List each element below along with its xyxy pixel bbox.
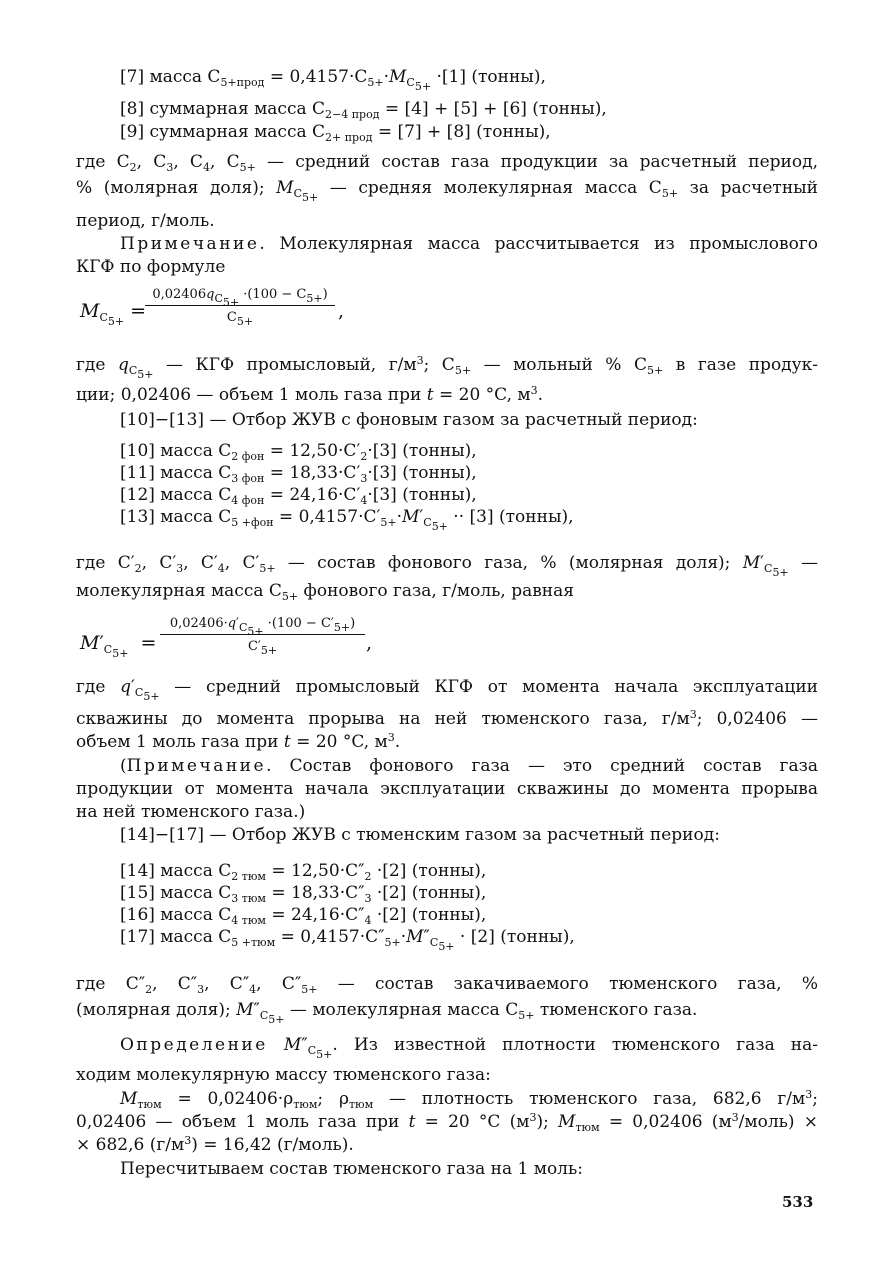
formula-12: [12] масса $C_{4 фон} = 24,16\cdot C'_4\cdot[3]$ (тонны), [120,485,477,507]
formula-16: [16] масса $C_{4 тюм} = 24,16\cdot C''_4 \cdot[2]$ (тонны), [120,905,487,927]
paragraph-bg-1: где $C'_2$, $C'_3$, $C'_4$, $C'_{5+}$ — состав фонового газа, % (молярная доля); $M'_{C_{5+}}$ — [76,553,818,579]
formula-mc5-fraction: $\frac{0,02406q_{C_{5+}} \cdot(100 - C_{5+})}{C_{5+}}$ [145,287,335,325]
mt-line-3: × 682,6 $(г/м^3) = 16,42$ (г/моль). [76,1134,354,1155]
formula-7: [7] масса $C_{5+прод} = 0,4157\cdot C_{5+}\cdot M_{C_{5+}} \cdot[1]$ (тонны), [120,67,546,93]
page-number: 533 [782,1193,814,1211]
paragraph-bg-2: молекулярная масса $C_{5+}$ фонового газа, г/моль, равная [76,581,574,603]
formula-10: [10] масса $C_{2 фон} = 12,50\cdot C'_2\cdot[3]$ (тонны), [120,441,477,463]
formula-mc5-lhs: $M_{C_{5+}}$ = [80,300,147,328]
paragraph-tg-2: (молярная доля); $M''_{C_{5+}}$ — молекулярная масса $C_{5+}$ тюменского газа. [76,1000,698,1026]
note-2-line-2: продукции от момента начала эксплуатации скважины до момента прорыва [76,779,818,799]
formula-9: [9] суммарная масса $C_{2+ прод} = [7] + [8]$ (тонны), [120,122,551,144]
paragraph-q-1: где $q_{C_{5+}}$ — КГФ промысловый, $г/м^3$; $C_{5+}$ — мольный % $C_{5+}$ в газе продук- [76,354,819,381]
section-10-13: [10]−[13] — Отбор ЖУВ с фоновым газом за расчетный период: [120,410,698,430]
paragraph-q2-3: объем 1 моль газа при t = 20 °C, $м^3$. [76,731,401,752]
formula-15: [15] масса $C_{3 тюм} = 18,33\cdot C''_3 \cdot[2]$ (тонны), [120,883,487,905]
formula-17: [17] масса $C_{5 +тюм} = 0,4157\cdot C''_{5+}\cdot M''_{C_{5+}} \cdot [2]$ (тонны), [120,927,575,953]
mt-line-1: $M_{тюм} = 0,02406\cdot\rho_{тюм}$; $\rho_{тюм}$ — плотность тюменского газа, 682,6 $г/м^3$; [120,1088,818,1111]
note-1-line-2: КГФ по формуле [76,257,226,277]
determination-line-2: ходим молекулярную массу тюменского газа: [76,1065,491,1085]
paragraph-q-2: ции; 0,02406 — объем 1 моль газа при t = 20 °C, $м^3$. [76,384,544,405]
paragraph-where-1: где $C_2$, $C_3$, $C_4$, $C_{5+}$ — средний состав газа продукции за расчетный период, [76,152,818,174]
paragraph-where-2: % (молярная доля); $M_{C_{5+}}$ — средняя молекулярная масса $C_{5+}$ за расчетный [76,178,819,204]
mt-line-2: 0,02406 — объем 1 моль газа при t = 20 °C $(м^3)$; $M_{тюм} = 0,02406$ $(м^3/моль)$ × [76,1111,818,1134]
formula-comma-2: , [366,632,373,654]
formula-14: [14] масса $C_{2 тюм} = 12,50\cdot C''_2 \cdot[2]$ (тонны), [120,861,487,883]
formula-13: [13] масса $C_{5 +фон} = 0,4157\cdot C'_{5+}\cdot M'_{C_{5+}} \cdot\cdot [3]$ (тонны), [120,507,574,533]
formula-11: [11] масса $C_{3 фон} = 18,33\cdot C'_3\cdot[3]$ (тонны), [120,463,477,485]
paragraph-q2-1: где $q'_{C_{5+}}$ — средний промысловый КГФ от момента начала эксплуатации [76,677,818,703]
paragraph-where-3: период, г/моль. [76,211,215,231]
formula-m5-prime-fraction: $\frac{0,02406\cdot q'_{C_{5+}} \cdot(100 - C'_{5+})}{C'_{5+}}$ [160,616,365,654]
formula-m5-prime-lhs: $M'_{C_{5+}}$ = [80,632,157,660]
paragraph-tg-1: где $C''_2$, $C''_3$, $C''_4$, $C''_{5+}$ — состав закачиваемого тюменского газа, % [76,974,818,996]
note-1-line-1: Примечание. Молекулярная масса рассчитывается из промыслового [120,234,818,254]
determination-line-1: Определение $M''_{C_{5+}}$. Из известной плотности тюменского газа на- [120,1035,819,1061]
paragraph-q2-2: скважины до момента прорыва на ней тюменского газа, $г/м^3$; 0,02406 — [76,708,818,729]
note-2-line-3: на ней тюменского газа.) [76,802,306,822]
formula-comma: , [338,300,345,322]
section-14-17: [14]−[17] — Отбор ЖУВ с тюменским газом за расчетный период: [120,825,720,845]
note-2-line-1: (Примечание. Состав фонового газа — это средний состав газа [120,756,818,776]
formula-8: [8] суммарная масса $C_{2-4 прод} = [4] + [5] + [6]$ (тонны), [120,99,607,121]
last-line: Пересчитываем состав тюменского газа на 1 моль: [120,1159,583,1179]
